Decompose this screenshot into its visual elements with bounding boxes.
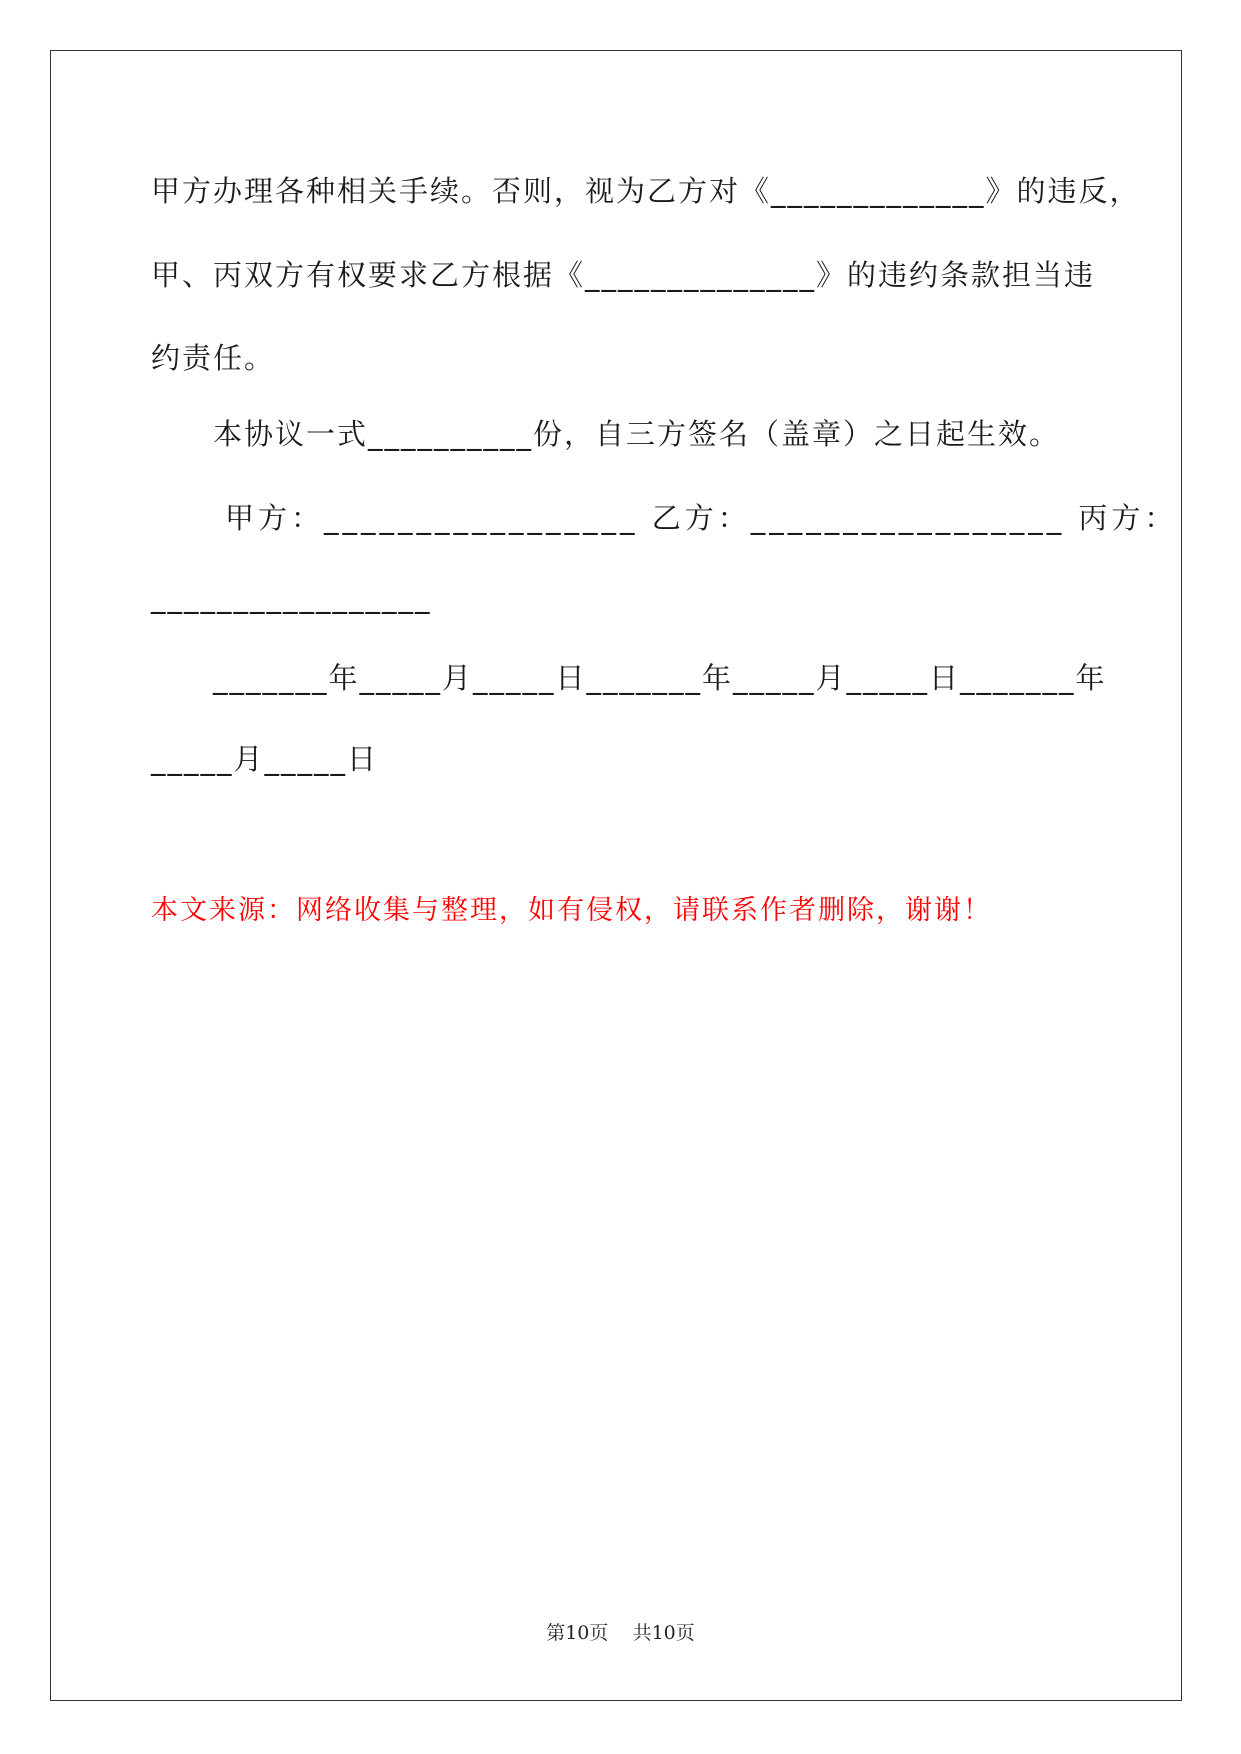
body-line-1: 甲方办理各种相关手续。否则，视为乙方对《_____________》的违反， xyxy=(151,174,1141,208)
signature-blank-line: _________________ xyxy=(151,580,432,614)
page-footer xyxy=(0,1620,1241,1646)
date-line-2: _____月_____日 xyxy=(151,742,379,776)
body-line-3: 约责任。 xyxy=(151,341,276,375)
copies-clause: 本协议一式__________份，自三方签名（盖章）之日起生效。 xyxy=(213,417,1061,451)
date-line-1: _______年_____月_____日_______年_____月_____日_______年 xyxy=(213,661,1107,695)
signature-parties-line: 甲方：_________________ 乙方：_________________ 丙方： xyxy=(225,501,1178,535)
page-frame xyxy=(50,50,1182,1701)
page-number-label: 第10页 xyxy=(546,1622,609,1644)
source-note: 本文来源：网络收集与整理，如有侵权，请联系作者删除，谢谢！ xyxy=(151,895,992,926)
page-total-label: 共10页 xyxy=(632,1622,695,1644)
body-line-2: 甲、丙双方有权要求乙方根据《______________》的违约条款担当违 xyxy=(151,258,1096,292)
